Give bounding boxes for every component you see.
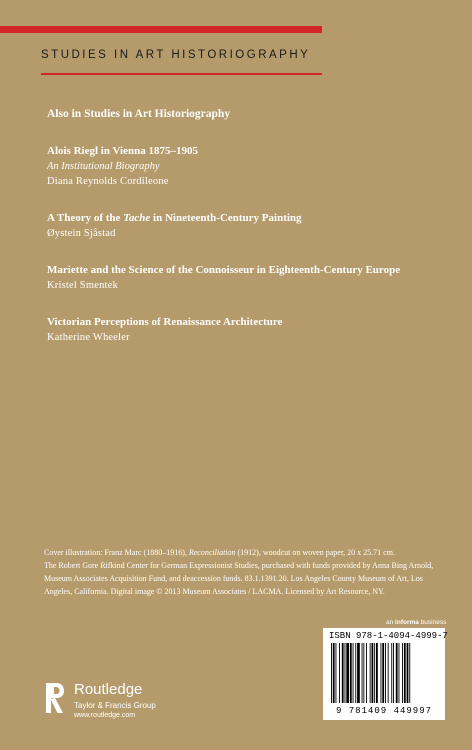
barcode-icon: [329, 643, 439, 705]
informa-brand: informa: [395, 619, 419, 626]
barcode-panel: [323, 628, 448, 720]
also-in-heading: Also in Studies in Art Historiography: [47, 108, 231, 120]
credits-line: [44, 546, 446, 559]
publisher-url: www.routledge.com: [74, 712, 136, 719]
publisher-name: Routledge: [74, 681, 143, 698]
book-entry: [47, 144, 447, 189]
book-entry: [47, 315, 447, 345]
also-in-series-list: [47, 108, 447, 367]
series-title: STUDIES IN ART HISTORIOGRAPHY: [41, 49, 311, 61]
top-accent-bar: [0, 26, 322, 33]
book-title: [47, 211, 447, 226]
book-entry: [47, 211, 447, 241]
series-underline: [41, 73, 322, 75]
book-entry: [47, 263, 447, 293]
informa-tagline: [386, 619, 446, 626]
book-title-part: in Nineteenth-Century Painting: [150, 212, 302, 224]
book-title: Alois Riegl in Vienna 1875–1905: [47, 145, 198, 157]
publisher-group: Taylor & Francis Group: [74, 701, 156, 710]
book-title-italic: Tache: [123, 212, 151, 224]
barcode-digits: 9 781409 449997: [335, 706, 432, 716]
informa-suffix: business: [418, 619, 447, 626]
isbn-label: ISBN 978-1-4094-4999-7: [329, 631, 448, 641]
credits-line: The Robert Gore Rifkind Center for German Expressionist Studies, purchased with funds provided by Anna Bing Arnold, Museum Associates Acquisition Fund, and deaccession funds. 83.1.1391.20. Los Angeles County Museum of Art, Los Angeles, California. Digital image © 2013 Museum Associates / LACMA. Licensed by Art Resource, NY.: [44, 561, 434, 596]
routledge-r-icon: [44, 681, 66, 715]
book-author: Kristel Smentek: [47, 280, 118, 291]
book-title: Mariette and the Science of the Connoisseur in Eighteenth-Century Europe: [47, 264, 401, 276]
book-title: Victorian Perceptions of Renaissance Architecture: [47, 316, 283, 328]
cover-credits: [44, 546, 446, 598]
book-title-part: A Theory of the: [47, 212, 124, 224]
informa-prefix: an: [386, 619, 396, 626]
book-author: Katherine Wheeler: [47, 332, 130, 343]
book-author: Øystein Sjåstad: [47, 228, 116, 239]
artwork-title: Reconciliation: [188, 548, 236, 557]
credits-text: Cover illustration: Franz Marc (1880–1916),: [44, 548, 189, 557]
credits-text: (1912), woodcut on woven paper, 20 x 25.71 cm.: [235, 548, 395, 557]
book-author: Diana Reynolds Cordileone: [47, 176, 169, 187]
book-subtitle: An Institutional Biography: [47, 161, 160, 172]
